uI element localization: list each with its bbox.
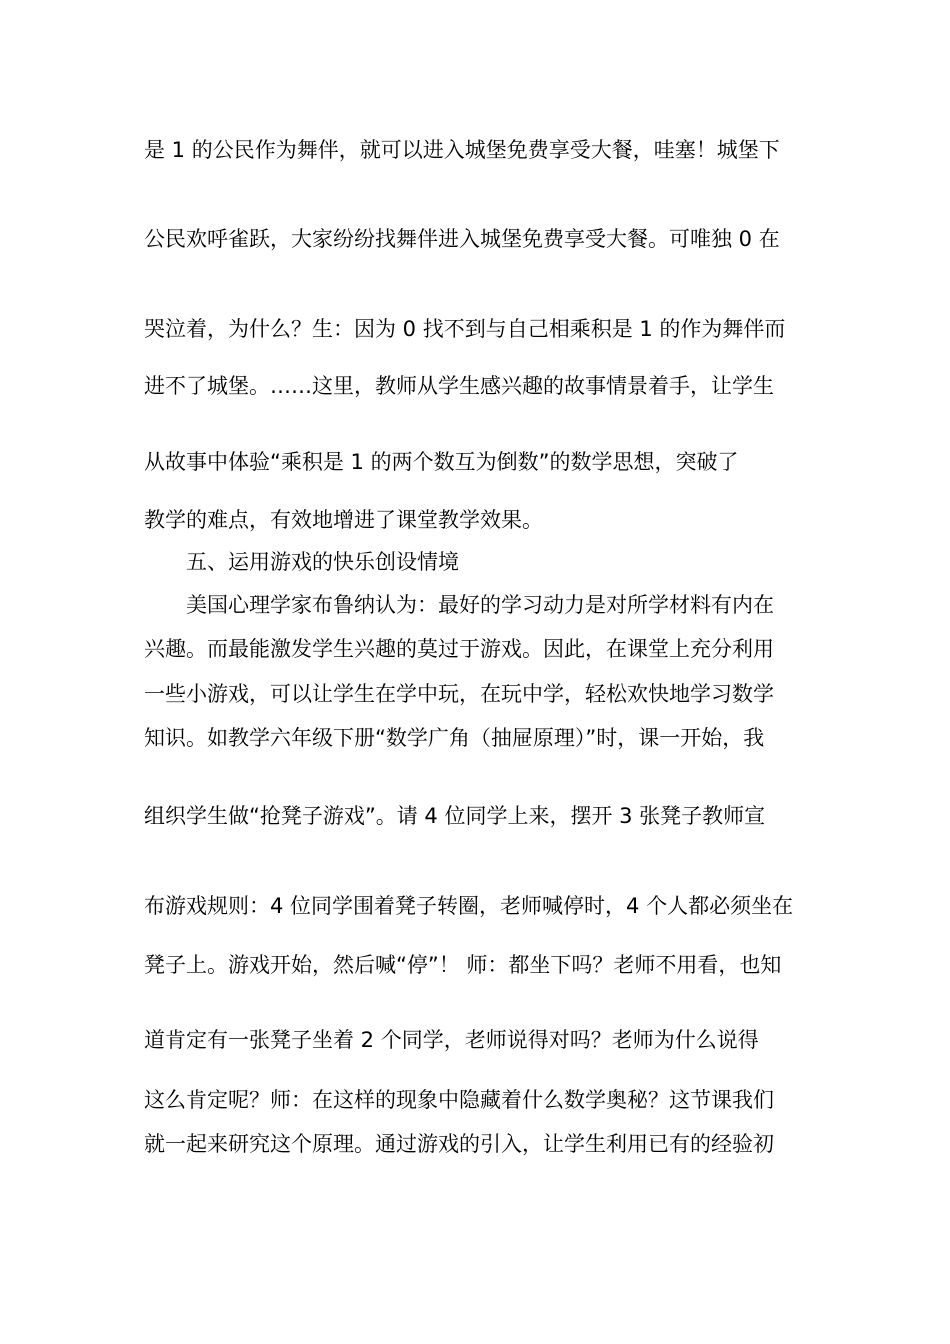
text-line: 组织学生做“抢凳子游戏”。请 4 位同学上来，摆开 3 张凳子教师宣 — [144, 804, 766, 828]
text-line: 布游戏规则：4 位同学围着凳子转圈，老师喊停时，4 个人都必须坐在 — [144, 894, 794, 918]
text-line: 进不了城堡。……这里，教师从学生感兴趣的故事情景着手，让学生 — [144, 374, 774, 398]
text-line: 就一起来研究这个原理。通过游戏的引入，让学生利用已有的经验初 — [144, 1132, 774, 1156]
text-line: 凳子上。游戏开始，然后喊“停”！ 师：都坐下吗？老师不用看，也知 — [144, 953, 782, 977]
section-heading: 五、运用游戏的快乐创设情境 — [186, 550, 459, 574]
text-line: 这么肯定呢？师：在这样的现象中隐藏着什么数学奥秘？这节课我们 — [144, 1088, 774, 1112]
text-line: 公民欢呼雀跃，大家纷纷找舞伴进入城堡免费享受大餐。可唯独 0 在 — [144, 227, 780, 251]
text-line: 美国心理学家布鲁纳认为：最好的学习动力是对所学材料有内在 — [186, 593, 774, 617]
text-line: 道肯定有一张凳子坐着 2 个同学，老师说得对吗？老师为什么说得 — [144, 1028, 759, 1052]
text-line: 教学的难点，有效地增进了课堂教学效果。 — [144, 508, 543, 532]
text-line: 兴趣。而最能激发学生兴趣的莫过于游戏。因此，在课堂上充分利用 — [144, 637, 774, 661]
text-line: 哭泣着，为什么？生：因为 0 找不到与自己相乘积是 1 的作为舞伴而 — [144, 317, 786, 341]
text-line: 从故事中体验“乘积是 1 的两个数互为倒数”的数学思想，突破了 — [144, 450, 739, 474]
text-line: 一些小游戏，可以让学生在学中玩，在玩中学，轻松欢快地学习数学 — [144, 682, 774, 706]
text-line: 是 1 的公民作为舞伴，就可以进入城堡免费享受大餐，哇塞！城堡下 — [144, 138, 780, 162]
text-line: 知识。如教学六年级下册“数学广角（抽屉原理）”时，课一开始，我 — [144, 726, 765, 750]
